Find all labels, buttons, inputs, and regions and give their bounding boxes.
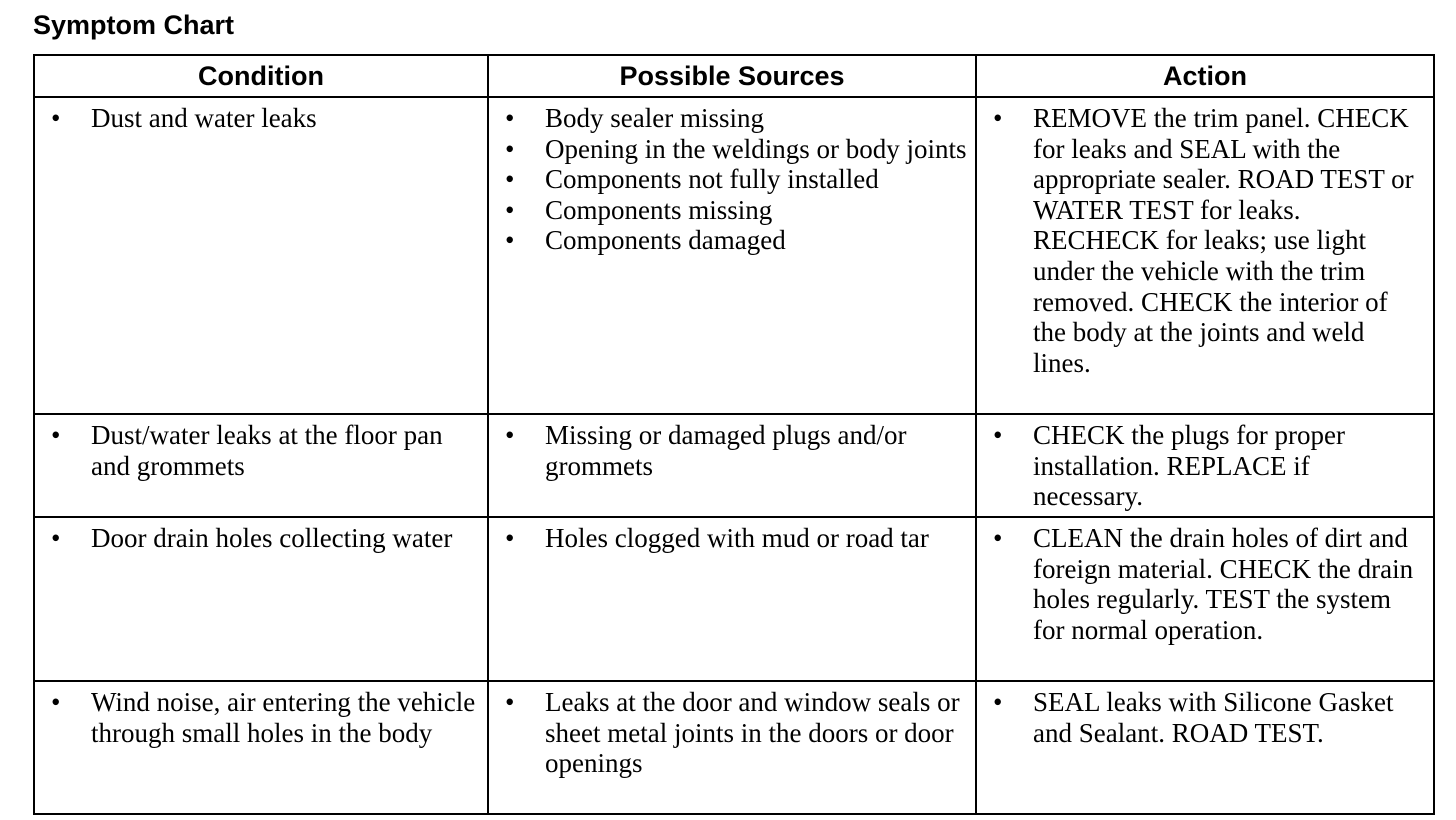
- list-item: [489, 103, 975, 134]
- bullet-icon: •: [993, 687, 1003, 717]
- table-header-row: [34, 55, 1434, 97]
- list-item: [977, 523, 1433, 645]
- bullet-icon: •: [51, 420, 61, 450]
- source-text: Components damaged: [545, 225, 786, 256]
- action-cell: [976, 517, 1434, 681]
- list-item: [35, 523, 487, 554]
- bullet-icon: •: [51, 523, 61, 553]
- list-item: [489, 134, 975, 165]
- bullet-icon: •: [993, 420, 1003, 450]
- column-header-action: Action: [976, 55, 1434, 97]
- bullet-icon: •: [993, 103, 1003, 133]
- list-item: [489, 225, 975, 256]
- action-text: SEAL leaks with Silicone Gasket and Sealant. ROAD TEST.: [1033, 687, 1394, 748]
- action-text: CHECK the plugs for proper installation. REPLACE if necessary.: [1033, 420, 1345, 512]
- symptom-chart-table: [33, 54, 1435, 815]
- list-item: [489, 687, 975, 779]
- list-item: [489, 420, 975, 481]
- action-cell: [976, 681, 1434, 814]
- bullet-icon: •: [505, 194, 515, 225]
- action-text: CLEAN the drain holes of dirt and foreign material. CHECK the drain holes regularly. TEST the system for normal operation.: [1033, 523, 1414, 645]
- bullet-icon: •: [51, 103, 61, 133]
- list-item: [977, 420, 1433, 512]
- bullet-icon: •: [505, 225, 515, 256]
- action-text: REMOVE the trim panel. CHECK for leaks and SEAL with the appropriate sealer. ROAD TEST or WATER TEST for leaks. RECHECK for leaks; use light under the vehicle with the trim removed. CHECK the interior of the body at the joints and weld lines.: [1033, 103, 1414, 378]
- table-row: [34, 681, 1434, 814]
- bullet-icon: •: [505, 133, 515, 164]
- sources-cell: [488, 517, 976, 681]
- column-header-condition: Condition: [34, 55, 488, 97]
- source-text: Components not fully installed: [545, 164, 879, 195]
- sources-cell: [488, 681, 976, 814]
- bullet-icon: •: [993, 523, 1003, 553]
- sources-cell: [488, 414, 976, 517]
- list-item: [35, 687, 487, 748]
- condition-text: Wind noise, air entering the vehicle through small holes in the body: [91, 687, 476, 748]
- source-text: Components missing: [545, 194, 773, 225]
- table-row: [34, 414, 1434, 517]
- bullet-icon: •: [505, 103, 515, 133]
- list-item: [35, 103, 487, 134]
- condition-text: Dust/water leaks at the floor pan and grommets: [91, 420, 443, 481]
- action-cell: [976, 97, 1434, 414]
- list-item: [35, 420, 487, 481]
- bullet-icon: •: [505, 420, 515, 450]
- table-row: [34, 97, 1434, 414]
- bullet-icon: •: [505, 164, 515, 195]
- condition-text: Door drain holes collecting water: [91, 523, 453, 553]
- source-text: Leaks at the door and window seals or sheet metal joints in the doors or door openings: [545, 687, 960, 779]
- source-text: Opening in the weldings or body joints: [545, 133, 967, 164]
- list-item: [489, 195, 975, 226]
- source-text: Missing or damaged plugs and/or grommets: [545, 420, 907, 481]
- table-row: [34, 517, 1434, 681]
- sources-cell: [488, 97, 976, 414]
- source-text: Holes clogged with mud or road tar: [545, 523, 929, 553]
- condition-cell: [34, 681, 488, 814]
- list-item: [977, 687, 1433, 748]
- column-header-possible-sources: Possible Sources: [488, 55, 976, 97]
- condition-cell: [34, 517, 488, 681]
- action-cell: [976, 414, 1434, 517]
- list-item: [489, 164, 975, 195]
- list-item: [977, 103, 1433, 378]
- condition-cell: [34, 97, 488, 414]
- condition-text: Dust and water leaks: [91, 103, 317, 133]
- bullet-icon: •: [51, 687, 61, 717]
- bullet-icon: •: [505, 687, 515, 717]
- source-text: Body sealer missing: [545, 103, 764, 133]
- condition-cell: [34, 414, 488, 517]
- list-item: [489, 523, 975, 554]
- page-title: Symptom Chart: [33, 10, 235, 40]
- bullet-icon: •: [505, 523, 515, 553]
